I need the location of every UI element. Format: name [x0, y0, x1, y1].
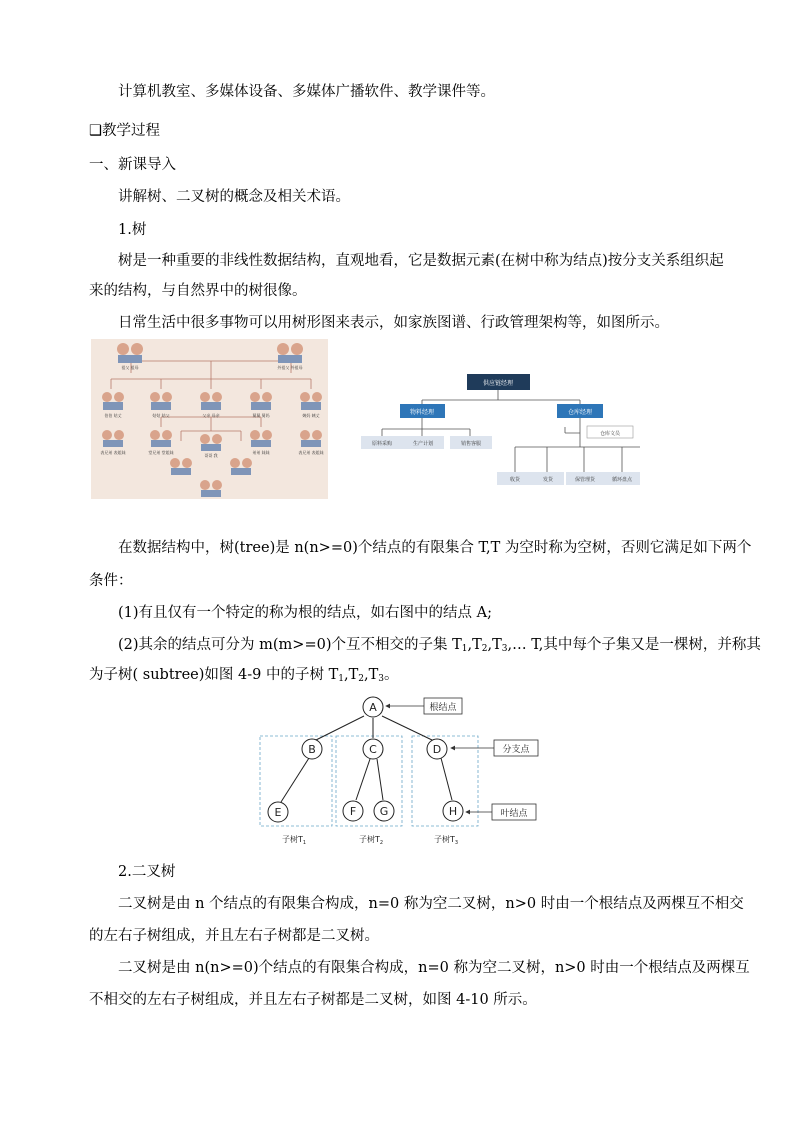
family-label-low-5: 表兄弟 表姐妹 [298, 450, 324, 455]
org-r3-label-1: 收货 [509, 477, 521, 483]
cond2b-sub-1: 1 [338, 674, 344, 684]
family-label-low-4: 弟弟 妹妹 [252, 450, 270, 455]
family-label-maternal-grandparents: 外祖父 外祖母 [277, 365, 303, 370]
paragraph-binary-1-line1: 二叉树是由 n 个结点的有限集合构成，n=0 称为空二叉树，n>0 时由一个根结点及两棵互不相交 [118, 896, 744, 912]
paragraph-tree-line1: 树是一种重要的非线性数据结构，直观地看，它是数据元素(在树中称为结点)按分支关系组织起 [118, 253, 724, 269]
org-r3-label-3: 保管理货 [574, 477, 596, 483]
cond2-sub-3: 3 [501, 644, 508, 654]
cond2-sub-1: 1 [461, 644, 468, 654]
cond2b-text-4: 。 [384, 667, 399, 683]
family-label-mid-3: 父亲 母亲 [202, 413, 220, 418]
paragraph-binary-2-line2: 不相交的左右子树组成，并且左右子树都是二叉树，如图 4-10 所示。 [89, 992, 537, 1008]
paragraph-condition-2-line2 [89, 665, 399, 689]
node-a-label: A [369, 701, 377, 714]
family-label-mid-2: 姑姑 姑父 [152, 413, 170, 418]
node-b-label: B [308, 743, 316, 756]
tree-diagram [256, 692, 546, 850]
family-label-low-2: 堂兄弟 堂姐妹 [148, 450, 174, 455]
heading-tree: 1.树 [118, 222, 147, 238]
family-tree-illustration [91, 339, 328, 499]
family-tree-image [91, 339, 328, 499]
cond2b-text-2: ,T [344, 667, 359, 683]
cond2b-sub-3: 3 [378, 674, 385, 684]
paragraph-equipment: 计算机教室、多媒体设备、多媒体广播软件、教学课件等。 [118, 84, 495, 100]
heading-binary-tree: 2.二叉树 [118, 864, 176, 880]
cond2-text-3: ,T [487, 637, 502, 653]
org-l2-label-1: 物料经理 [409, 409, 435, 416]
tree-diagram-svg [256, 692, 546, 850]
paragraph-definition-line1: 在数据结构中，树(tree)是 n(n>=0)个结点的有限集合 T,T 为空时称为空树，否则它满足如下两个 [118, 540, 752, 556]
org-l3-label-2: 生产计划 [412, 441, 434, 447]
family-label-grandparents: 祖父 祖母 [121, 365, 139, 370]
org-r3-label-4: 循环盘点 [611, 477, 633, 483]
cond2-text-2: ,T [467, 637, 482, 653]
org-root-label: 供应链经理 [482, 380, 514, 387]
paragraph-binary-1-line2: 的左右子树组成，并且左右子树都是二叉树。 [89, 928, 379, 944]
org-l3-label-1: 原料采购 [371, 441, 393, 447]
cond2-text-1: (2)其余的结点可分为 m(m>=0)个互不相交的子集 T [118, 637, 462, 653]
heading-intro: 一、新课导入 [89, 157, 176, 173]
node-c-label: C [369, 743, 377, 756]
cond2-text-4: ,… T,其中每个子集又是一棵树，并称其 [507, 637, 761, 653]
family-label-mid-5: 姨妈 姨丈 [302, 413, 320, 418]
node-f-label: F [349, 805, 357, 818]
cond2b-text-1: 为子树( subtree)如图 4-9 中的子树 T [89, 667, 339, 683]
node-d-label: D [432, 743, 442, 756]
paragraph-condition-2-line1 [118, 635, 761, 659]
paragraph-condition-1: (1)有且仅有一个特定的称为根的结点，如右图中的结点 A; [118, 605, 493, 621]
subtree-label-2: 子树$T_2$ [358, 835, 384, 846]
cond2b-sub-2: 2 [358, 674, 365, 684]
cond2-sub-2: 2 [481, 644, 488, 654]
subtree-label-1: 子树$T_1$ [281, 835, 307, 846]
callout-root: 根结点 [429, 703, 457, 713]
subtree-label-3: 子树$T_3$ [433, 835, 459, 846]
org-r3-label-2: 发货 [542, 477, 554, 483]
org-clerk-label: 仓库文员 [599, 431, 621, 437]
node-e-label: E [274, 806, 282, 819]
paragraph-tree-line2: 来的结构，与自然界中的树很像。 [89, 283, 307, 299]
family-label-low-1: 表兄弟 表姐妹 [100, 450, 126, 455]
cond2b-text-3: ,T [364, 667, 379, 683]
section-heading-process: ❑教学过程 [89, 123, 160, 139]
callout-branch: 分支点 [502, 745, 530, 755]
family-label-mid-4: 舅舅 舅妈 [252, 413, 270, 418]
node-h-label: H [448, 805, 458, 818]
callout-leaf: 叶结点 [500, 809, 528, 819]
paragraph-definition-line2: 条件： [89, 573, 133, 589]
paragraph-tree-examples: 日常生活中很多事物可以用树形图来表示，如家族图谱、行政管理架构等，如图所示。 [118, 315, 669, 331]
org-l3-label-3: 销售客服 [460, 441, 482, 447]
org-chart-image [352, 367, 642, 492]
family-label-low-3: 哥哥 我 [204, 453, 218, 458]
org-chart [352, 367, 642, 492]
node-g-label: G [379, 805, 389, 818]
family-label-mid-1: 伯伯 姑丈 [104, 413, 122, 418]
org-l2-label-2: 仓库经理 [567, 409, 593, 416]
paragraph-explain: 讲解树、二叉树的概念及相关术语。 [118, 189, 350, 205]
paragraph-binary-2-line1: 二叉树是由 n(n>=0)个结点的有限集合构成，n=0 称为空二叉树，n>0 时由一个根结点及两棵互 [118, 960, 750, 976]
